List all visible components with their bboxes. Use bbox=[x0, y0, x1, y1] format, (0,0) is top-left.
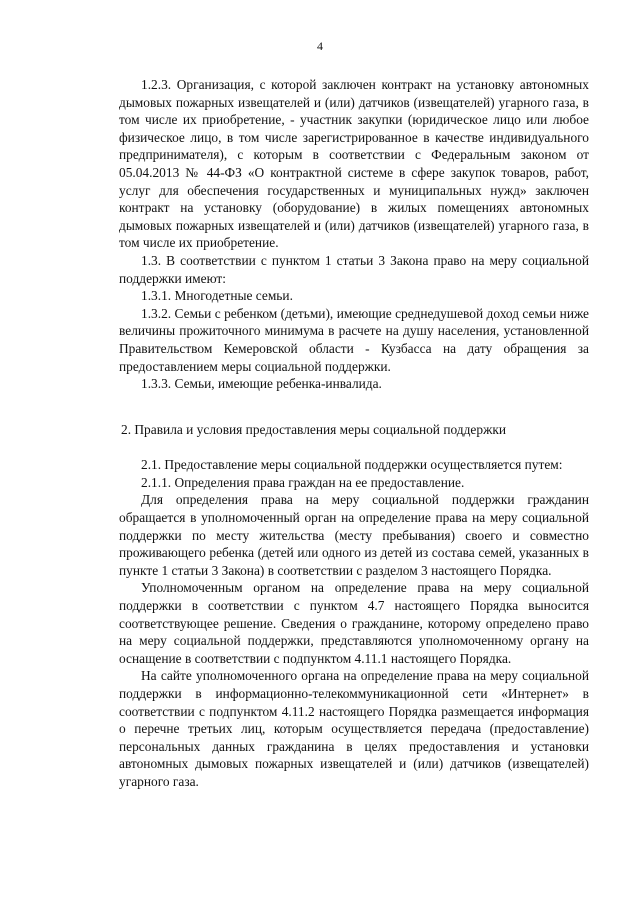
paragraph-application: Для определения права на меру социальной поддержки гражданин обращается в уполномоченный орган на определение права на меру социальной поддержки по месту жительства (месту пребывания) своего и совместно проживающего ребенка (детей или одного из детей из состава семей, указанных в пункте 1 статьи 3 Закона) в соответствии с разделом 3 настоящего Порядка. bbox=[119, 492, 589, 578]
section-heading: 2. Правила и условия предоставления меры социальной поддержки bbox=[121, 421, 506, 437]
paragraph-1-3-1: 1.3.1. Многодетные семьи. bbox=[141, 288, 293, 304]
paragraph-decision: Уполномоченным органом на определение права на меру социальной поддержки в соответствии с пунктом 4.7 настоящего Порядка выносится соответствующее решение. Сведения о гражданине, которому определено право на меру социальной поддержки, представляются уполномоченному органу на оснащение в соответствии с подпунктом 4.11.1 настоящего Порядка. bbox=[119, 580, 589, 666]
paragraph-2-1: 2.1. Предоставление меры социальной поддержки осуществляется путем: bbox=[141, 457, 563, 473]
paragraph-2-1-1: 2.1.1. Определения права граждан на ее предоставление. bbox=[141, 474, 465, 490]
paragraph-1-3: 1.3. В соответствии с пунктом 1 статьи 3 Закона право на меру социальной поддержки имеют: bbox=[119, 252, 589, 286]
paragraph-1-3-2: 1.3.2. Семьи с ребенком (детьми), имеющие среднедушевой доход семьи ниже величины прожиточного минимума в расчете на душу населения, установленной Правительством Кемеровской области - Кузбасса на дату обращения за предоставлением меры социальной поддержки. bbox=[119, 305, 589, 374]
paragraph-1-3-3: 1.3.3. Семьи, имеющие ребенка-инвалида. bbox=[141, 376, 382, 392]
paragraph-website-info: На сайте уполномоченного органа на определение права на меру социальной поддержки в информационно-телекоммуникационной сети «Интернет» в соответствии с подпунктом 4.11.2 настоящего Порядка размещается информация о перечне третьих лиц, которым осуществляется передача (предоставление) персональных данных гражданина в целях предоставления и установки автономных дымовых пожарных извещателей и (или) датчиков (извещателей) угарного газа. bbox=[119, 668, 589, 789]
paragraph-1-2-3: 1.2.3. Организация, с которой заключен контракт на установку автономных дымовых пожарных извещателей и (или) датчиков (извещателей) угарного газа, в том числе их приобретение, - участник закупки (юридическое лицо или любое физическое лицо, в том числе зарегистрированное в качестве индивидуального предпринимателя), с которым в соответствии с Федеральным законом от 05.04.2013 № 44-ФЗ «О контрактной системе в сфере закупок товаров, работ, услуг для обеспечения государственных и муниципальных нужд» заключен контракт на установку (оборудование) в жилых помещениях автономных дымовых пожарных извещателей и (или) датчиков (извещателей) угарного газа, в том числе их приобретение. bbox=[119, 77, 589, 251]
page-number: 4 bbox=[317, 39, 323, 53]
document-body bbox=[119, 76, 589, 791]
